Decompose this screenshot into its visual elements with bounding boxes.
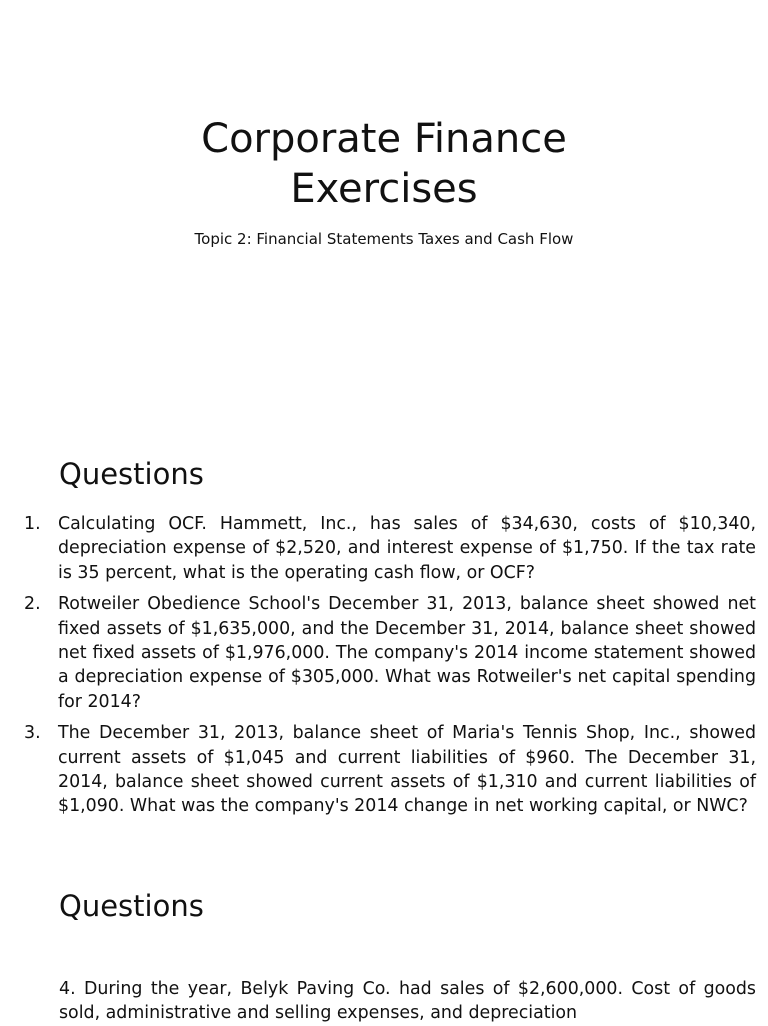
question-4-text: 4. During the year, Belyk Paving Co. had sales of $2,600,000. Cost of goods sold, administrative and selling expenses, and depreciation — [59, 979, 756, 1024]
question-text: Calculating OCF. Hammett, Inc., has sales of $34,630, costs of $10,340, depreciation expense of $2,520, and interest expense of $1,750. If the tax rate is 35 percent, what is the operating cash flow, or OCF? — [58, 514, 756, 583]
questions-heading: Questions — [59, 889, 204, 923]
page-subtitle: Topic 2: Financial Statements Taxes and Cash Flow — [194, 230, 574, 248]
questions-heading: Questions — [59, 457, 204, 491]
questions-slide-2 — [0, 864, 768, 1024]
questions-list — [24, 512, 756, 826]
title-line-1: Corporate Finance — [201, 116, 567, 162]
question-text: The December 31, 2013, balance sheet of Maria's Tennis Shop, Inc., showed current assets of $1,045 and current liabilities of $960. The December 31, 2014, balance sheet showed current assets of $1,310 and current liabilities of $1,090. What was the company's 2014 change in net working capital, or NWC? — [58, 723, 756, 817]
question-text: Rotweiler Obedience School's December 31, 2013, balance sheet showed net fixed assets of $1,635,000, and the December 31, 2014, balance sheet showed net fixed assets of $1,976,000. The company's 2014 income statement showed a depreciation expense of $305,000. What was Rotweiler's net capital spending for 2014? — [58, 594, 756, 712]
question-number: 1. — [24, 514, 41, 534]
title-slide — [0, 0, 768, 432]
question-number: 2. — [24, 594, 41, 615]
questions-slide-1 — [0, 432, 768, 864]
question-item — [24, 512, 756, 585]
title-line-2: Exercises — [290, 166, 478, 212]
question-item — [24, 592, 756, 714]
question-item — [24, 721, 756, 819]
question-number: 3. — [24, 723, 41, 744]
page-title — [0, 114, 768, 214]
